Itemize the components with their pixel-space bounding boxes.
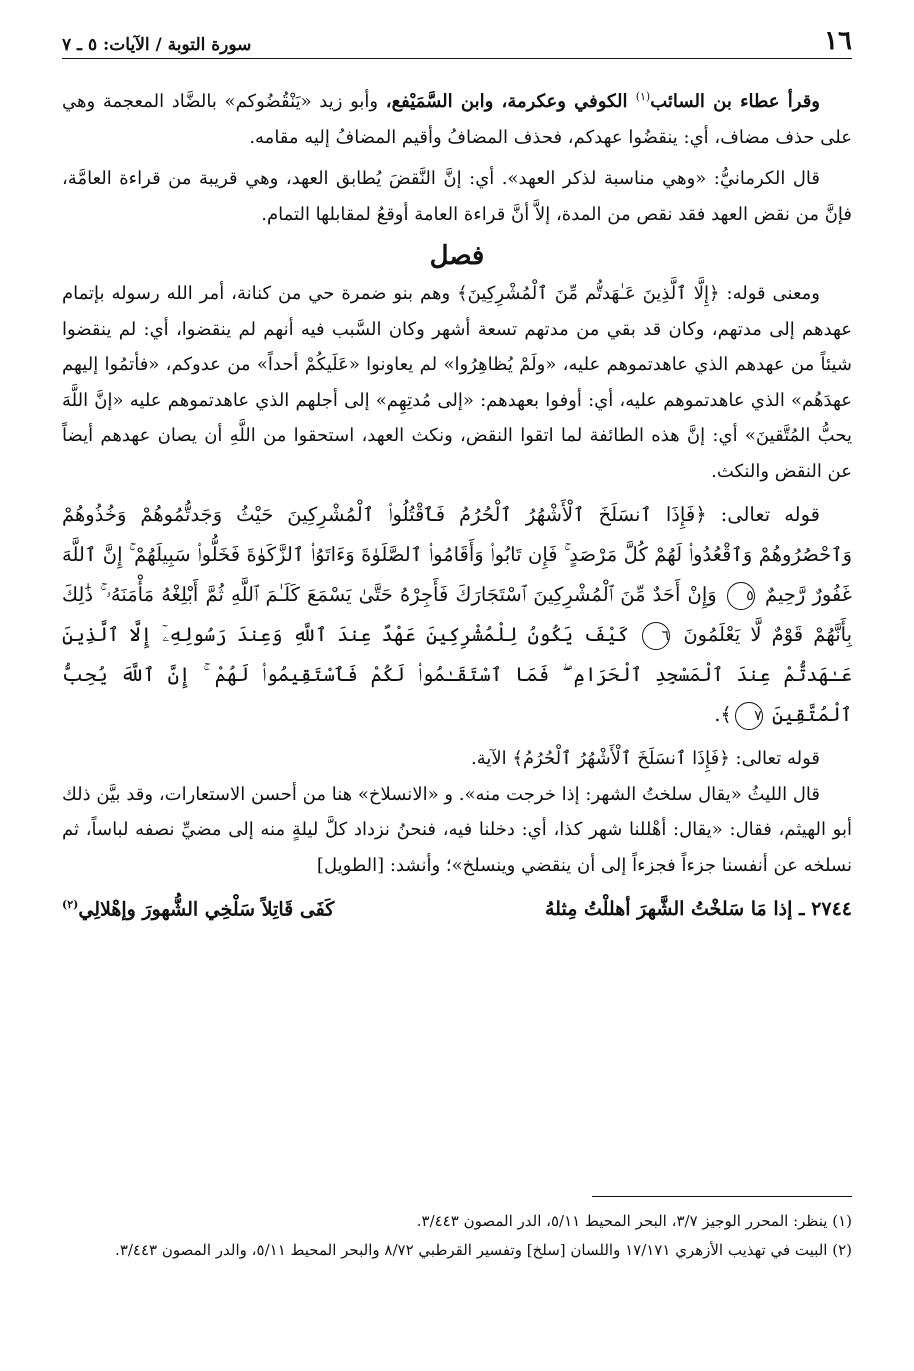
quran-intro: قوله تعالى: [706,503,820,526]
poem-hemistich-1: إذا مَا سَلخْتُ الشَّهرَ أهللْتُ مِثلهُ [544,898,793,921]
footnote-1 [62,1207,852,1236]
reader-names: وقرأ عطاء بن السائب [650,91,820,112]
footnote-1-mark: (١) [832,1212,852,1230]
reader-names-2: الكوفي وعكرمة، وابن السَّمَيْفع، [385,91,636,112]
footnote-2-mark: (٢) [832,1241,852,1259]
footnotes [62,1196,852,1265]
poem-first-hemistich [545,889,852,929]
poem-hemistich-2: كَفَى قَاتِلاً سَلْخِي الشُّهورَ وإهْلالِي [78,898,335,921]
page-header [62,28,852,59]
footnote-2 [62,1236,852,1265]
paragraph-kirmani: قال الكرمانيُّ: «وهي مناسبة لذكر العهد». أي: إنَّ النَّقضَ يُطابق العهد، وهي قريبة من قراءة العامَّة، فإنَّ من نقض العهد فقد نقص من المدة، إلاَّ أنَّ قراءة العامة أوقعُ لمقابلها التمام. [62,168,852,225]
quran-verse-7: كَيْفَ يَكُونُ لِلْمُشْرِكِينَ عَهْدٌ عِندَ ٱللَّهِ وَعِندَ رَسُولِهِۦٓ إِلَّا ٱلَّذِينَ عَـٰهَدتُّمْ عِندَ ٱلْمَسْجِدِ ٱلْحَرَامِ ۖ فَمَا ٱسْتَقَـٰمُوا۟ لَكُمْ فَٱسْتَقِيمُوا۟ لَهُمْ ۚ إِنَّ ٱللَّهَ يُحِبُّ ٱلْمُتَّقِينَ [62,623,852,726]
footnote-ref-1: (١) [635,90,651,103]
paragraph-meaning: ومعنى قوله: ﴿إِلَّا ٱلَّذِينَ عَـٰهَدتُّم مِّنَ ٱلْمُشْرِكِينَ﴾ وهم بنو ضمرة حي من كنانة، أمر الله رسوله بإتمام عهدهم إلى مدتهم، وكان قد بقي من مدتهم تسعة أشهر وكان السَّبب فيه أنهم لم ينقضوا، أي: لم ينقضوا شيئاً من عهدهم الذي عاهدتموهم عليه، «ولَمْ يُظاهِرُوا» لم يعاونوا «عَلَيكُمْ أحداً» من عدوكم، «فأتمُوا إليهم عهدَهُم» الذي عاهدتموهم عليه، أي: أوفوا بعهدهم: «إلى مُدتِهِم» إلى أجلهم الذي عاهدتموهم عليه «إنَّ اللَّهَ يحبُّ المُتَّقينَ» أي: إنَّ هذه الطائفة لما اتقوا النقض، ونكث العهد، استحقوا من اللَّهِ أن يصان عهدهم أيضاً عن النقض والنكث. [62,283,852,482]
verse-number-5: ٥ [727,582,755,610]
poem-number: ٢٧٤٤ ـ [798,898,852,921]
footnote-1-text: ينظر: المحرر الوجيز ٣/٧، البحر المحيط ٥/١١، الدر المصون ٣/٤٤٣. [416,1212,833,1230]
page-number: ١٦ [824,26,852,56]
quran-close: ﴾. [714,703,732,726]
poem-second-hemistich [62,885,334,929]
footnote-2-text: البيت في تهذيب الأزهري ١٧/١٧١ واللسان [سلخ] وتفسير القرطبي ٨/٧٢ والبحر المحيط ٥/١١، والدر المصون ٣/٤٤٣. [115,1241,833,1259]
main-text [62,79,852,929]
paragraph-verse-ref: قوله تعالى: ﴿فَإِذَا ٱنسَلَخَ ٱلْأَشْهُرُ ٱلْحُرُمُ﴾ الآية. [471,748,820,769]
quran-verse-6: وَإِنْ أَحَدٌ مِّنَ ٱلْمُشْرِكِينَ ٱسْتَجَارَكَ فَأَجِرْهُ حَتَّىٰ يَسْمَعَ كَلَـٰمَ ٱللَّهِ ثُمَّ أَبْلِغْهُ مَأْمَنَهُۥ ۚ ذَٰلِكَ بِأَنَّهُمْ قَوْمٌ لَّا يَعْلَمُونَ [62,583,853,646]
footnote-ref-2: (٢) [62,898,79,911]
section-heading: فصل [429,241,485,271]
footnote-divider [592,1196,852,1197]
quran-verses-block [62,495,852,735]
paragraph-laith: قال الليثُ «يقال سلختُ الشهر: إذا خرجت منه». و «الانسلاخ» هنا من أحسن الاستعارات، وقد بيَّن ذلك أبو الهيثم، فقال: «يقال: أهْللنا شهر كذا، أي: دخلنا فيه، فنحنُ نزداد كلَّ ليلةٍ منه إلى مضيِّ نصفه لباساً، ثم نسلخه عن أنفسنا جزءاً فجزءاً إلى أن ينقضي وينسلخ»؛ وأنشد: [الطويل] [62,783,852,876]
quran-verse-5: ﴿فَإِذَا ٱنسَلَخَ ٱلْأَشْهُرُ ٱلْحُرُمُ فَٱقْتُلُوا۟ ٱلْمُشْرِكِينَ حَيْثُ وَجَدتُّمُوهُمْ وَخُذُوهُمْ وَٱحْصُرُوهُمْ وَٱقْعُدُوا۟ لَهُمْ كُلَّ مَرْصَدٍ ۚ فَإِن تَابُوا۟ وَأَقَامُوا۟ ٱلصَّلَوٰةَ وَءَاتَوُا۟ ٱلزَّكَوٰةَ فَخَلُّوا۟ سَبِيلَهُمْ ۚ إِنَّ ٱللَّهَ غَفُورٌ رَّحِيمٌ [62,503,852,606]
paragraph-qiraat [62,79,852,155]
verse-number-7: ٧ [735,702,763,730]
running-title: سورة التوبة / الآيات: ٥ ـ ٧ [62,35,252,55]
verse-number-6: ٦ [642,622,670,650]
poem-line [62,885,852,929]
paragraph-text: وأبو زيد «يَنْقُضُوكم» بالضَّاد المعجمة وهي على حذف مضاف، أي: ينقضُوا عهدكم، فحذف المضافُ وأقيم المضافُ إليه مقامه. [62,91,852,148]
